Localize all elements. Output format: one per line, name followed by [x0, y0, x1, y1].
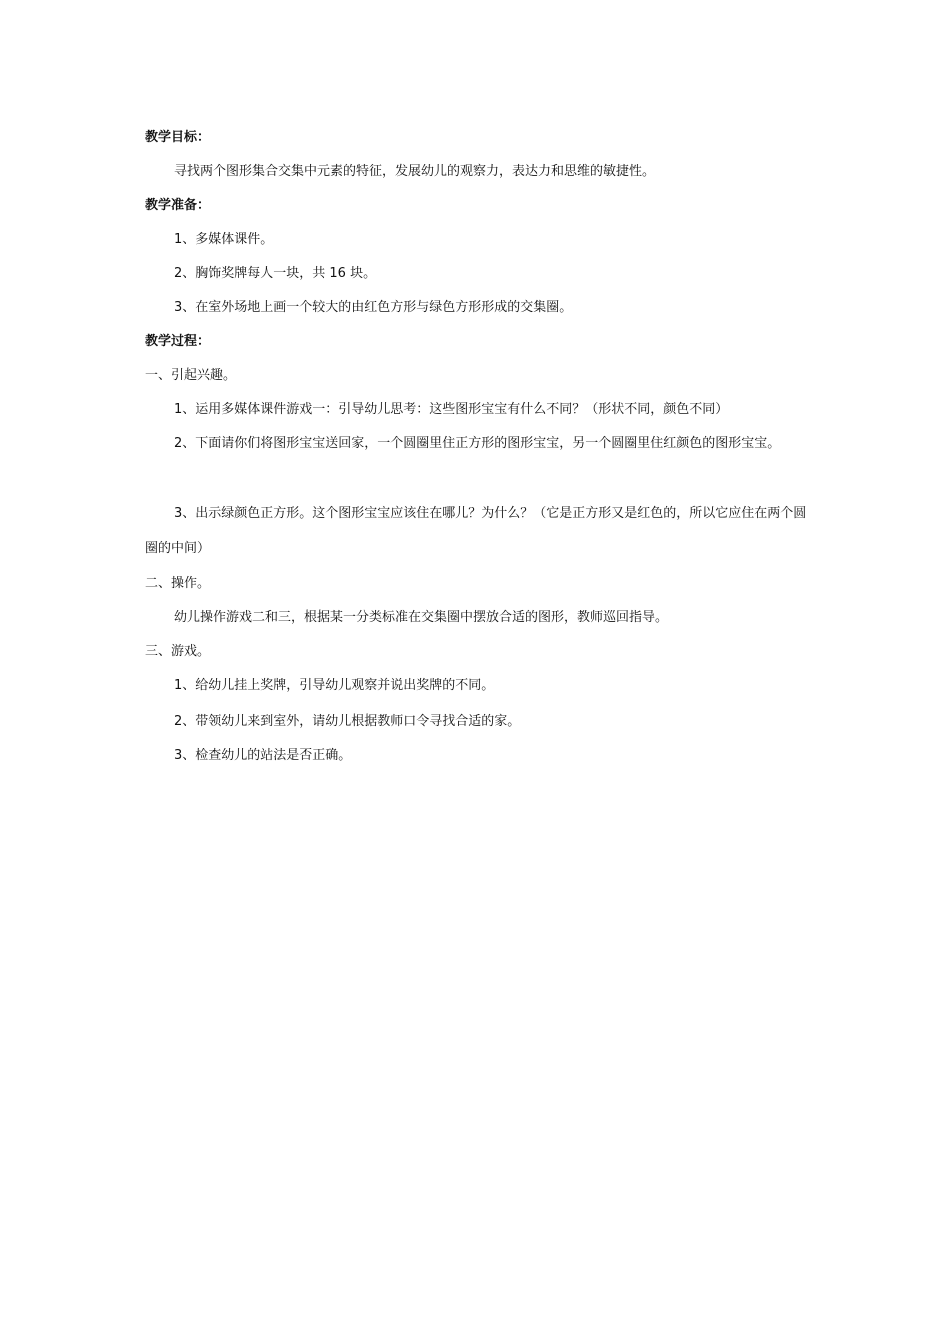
goal-text: 寻找两个图形集合交集中元素的特征，发展幼儿的观察力，表达力和思维的敏捷性。	[174, 164, 656, 179]
section3-item-2: 2、带领幼儿来到室外，请幼儿根据教师口令寻找合适的家。	[174, 714, 521, 729]
prep-item-3: 3、在室外场地上画一个较大的由红色方形与绿色方形形成的交集圈。	[174, 300, 573, 315]
section3-title: 三、游戏。	[145, 644, 211, 659]
section3-item-1: 1、给幼儿挂上奖牌，引导幼儿观察并说出奖牌的不同。	[174, 678, 495, 693]
section1-title: 一、引起兴趣。	[145, 368, 237, 383]
prep-item-1: 1、多媒体课件。	[174, 232, 274, 247]
prep-heading: 教学准备：	[145, 198, 211, 213]
section1-item-3: 3、出示绿颜色正方形。这个图形宝宝应该住在哪儿？为什么？（它是正方形又是红色的，所以它应住在两个圆圈的中间）	[145, 506, 807, 556]
goal-heading: 教学目标：	[145, 130, 211, 145]
section3-item-3: 3、检查幼儿的站法是否正确。	[174, 748, 352, 763]
section1-item-1: 1、运用多媒体课件游戏一：引导幼儿思考：这些图形宝宝有什么不同？（形状不同，颜色不同）	[174, 402, 729, 417]
section2-text: 幼儿操作游戏二和三，根据某一分类标准在交集圈中摆放合适的图形，教师巡回指导。	[174, 610, 669, 625]
section2-title: 二、操作。	[145, 576, 211, 591]
process-heading: 教学过程：	[145, 334, 211, 349]
section1-item-2: 2、下面请你们将图形宝宝送回家，一个圆圈里住正方形的图形宝宝，另一个圆圈里住红颜色的图形宝宝。	[174, 436, 781, 451]
prep-item-2: 2、胸饰奖牌每人一块，共 16 块。	[174, 266, 377, 281]
